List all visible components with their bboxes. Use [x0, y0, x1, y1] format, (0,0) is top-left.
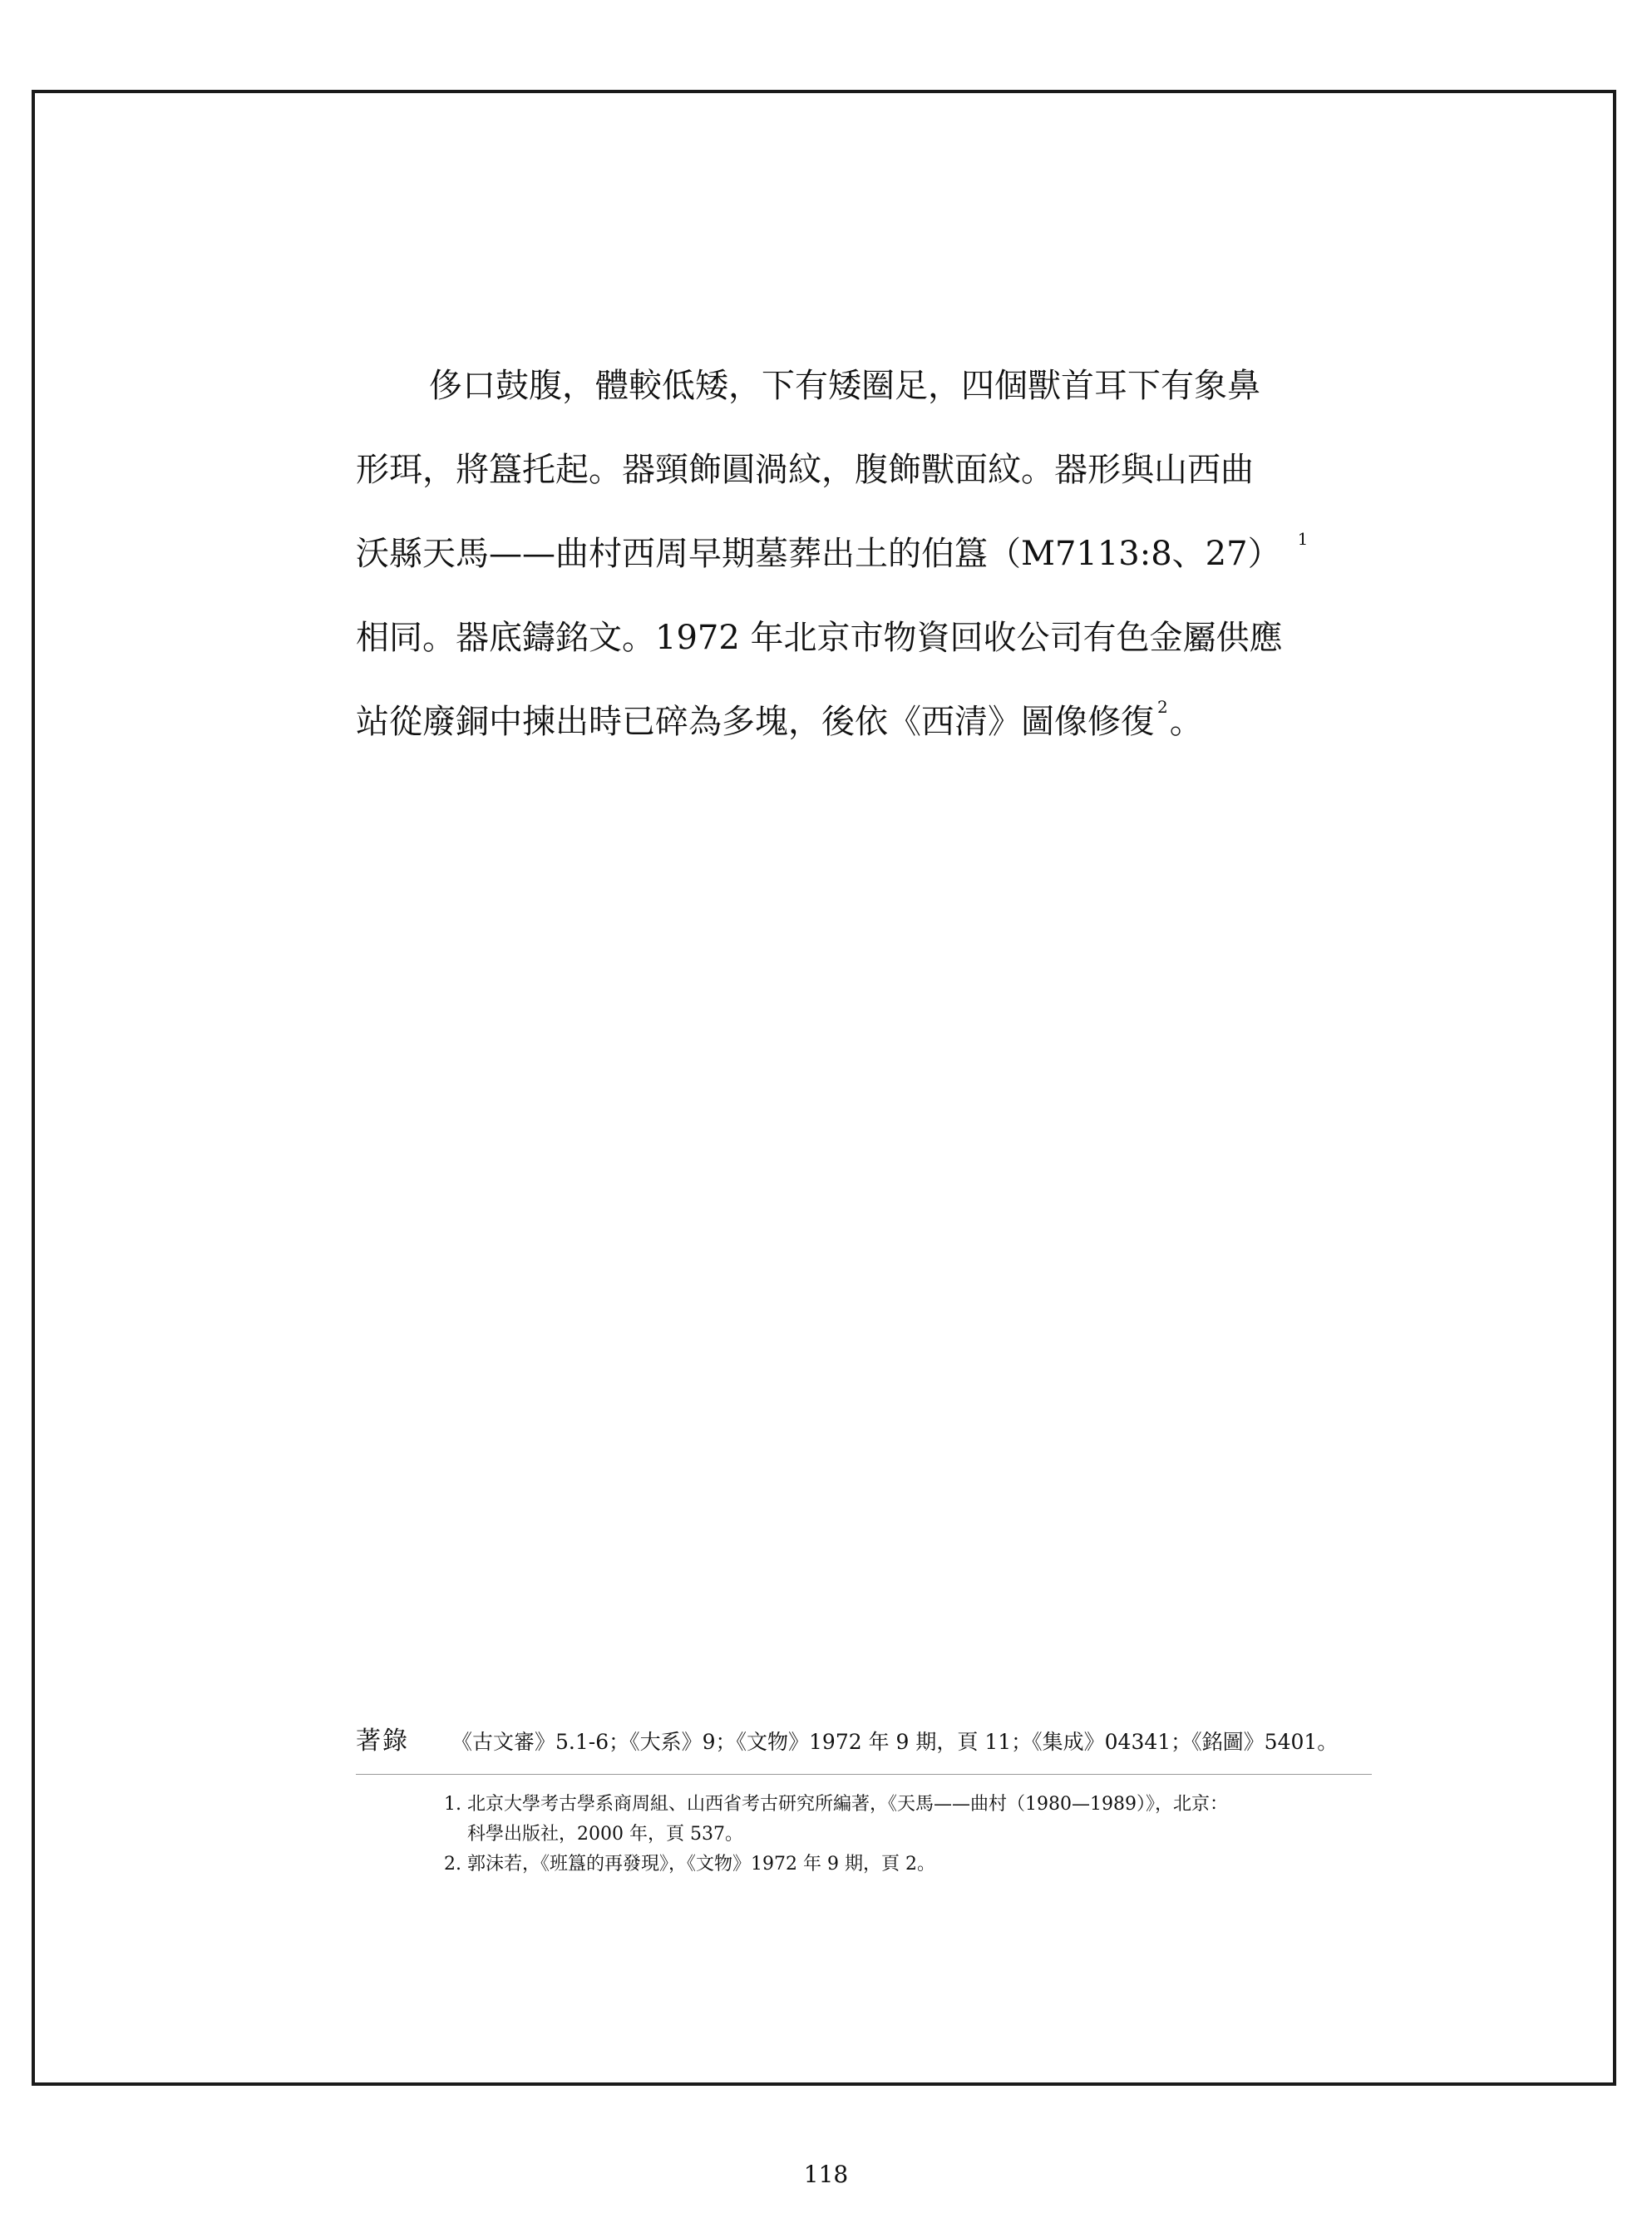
body-line-5 — [356, 680, 1378, 764]
body-line-2: 形珥，將簋托起。器頸飾圓渦紋，腹飾獸面紋。器形與山西曲 — [356, 451, 1254, 489]
footnote-1-line-2: 科學出版社，2000 年，頁 537。 — [467, 1824, 743, 1845]
footnote-ref-1[interactable]: 1 — [1297, 529, 1309, 549]
body-line-5-end: 。 — [1169, 703, 1203, 741]
body-line-3-text: 沃縣天馬——曲村西周早期墓葬出土的伯簋（M7113:8、27） — [356, 535, 1281, 573]
body-line-3 — [356, 512, 1378, 596]
body-line-5-text: 站從廢銅中揀出時已碎為多塊，後依《西清》圖像修復 — [356, 703, 1154, 741]
record-section — [356, 1717, 1387, 1767]
record-label: 著錄 — [356, 1727, 409, 1756]
body-line-4: 相同。器底鑄銘文。1972 年北京市物資回收公司有色金屬供應 — [356, 619, 1283, 657]
page-number: 118 — [803, 2161, 849, 2188]
footnote-divider — [356, 1774, 1372, 1775]
footnote-2: 2. 郭沫若，《班簋的再發現》，《文物》1972 年 9 期，頁 2。 — [444, 1854, 935, 1875]
footnotes — [444, 1790, 1375, 1880]
record-text: 《古文審》5.1-6；《大系》9；《文物》1972 年 9 期，頁 11；《集成》04341；《銘圖》5401。 — [451, 1730, 1339, 1754]
body-line-1: 侈口鼓腹，體較低矮，下有矮圈足，四個獸首耳下有象鼻 — [429, 367, 1260, 405]
body-paragraph — [356, 344, 1378, 764]
footnote-1-line-1: 1. 北京大學考古學系商周組、山西省考古研究所編著，《天馬——曲村（1980—1989）》，北京： — [444, 1794, 1228, 1815]
footnote-ref-2[interactable]: 2 — [1157, 697, 1168, 717]
